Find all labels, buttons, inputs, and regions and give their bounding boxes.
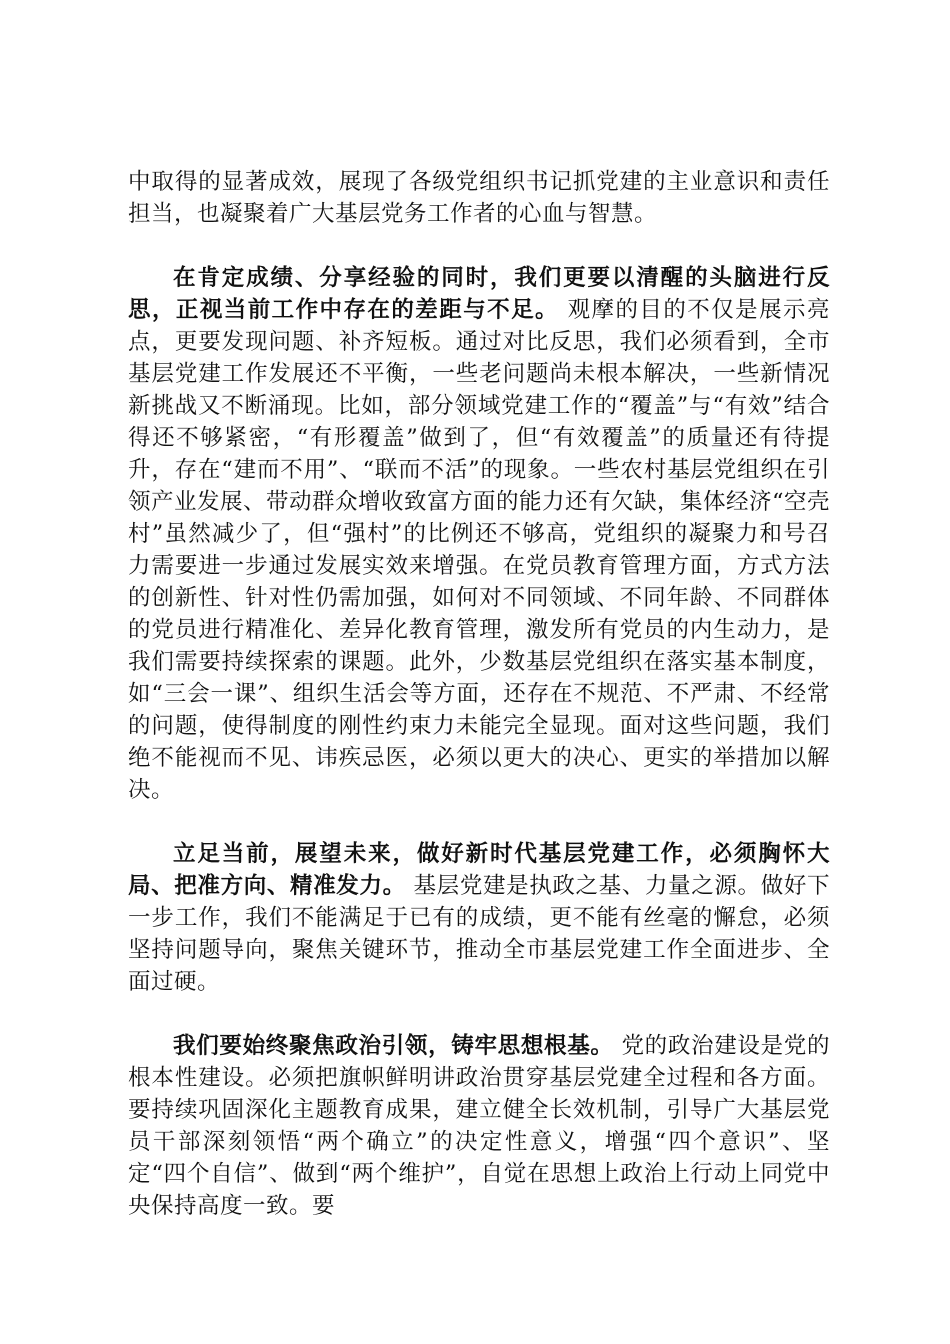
paragraph-3-text: 基层党建是执政之基、力量之源。做好下一步工作，我们不能满足于已有的成绩，更不能有丝毫的懈怠，必须坚持问题导向，聚焦关键环节，推动全市基层党建工作全面进步、全面过硬。: [128, 873, 830, 995]
paragraph-4: [128, 1030, 830, 1222]
paragraph-2-lead: 在肯定成绩、分享经验的同时，我们更要以清醒的头脑进行反思，正视当前工作中存在的差距与不足。: [128, 265, 830, 323]
paragraph-2: [128, 262, 830, 806]
paragraph-4-text: 党的政治建设是党的根本性建设。必须把旗帜鲜明讲政治贯穿基层党建全过程和各方面。要持续巩固深化主题教育成果，建立健全长效机制，引导广大基层党员干部深刻领悟“两个确立”的决定性意义，增强“四个意识”、坚定“四个自信”、做到“两个维护”，自觉在思想上政治上行动上同党中央保持高度一致。要: [128, 1033, 830, 1219]
paragraph-3: [128, 838, 830, 998]
paragraph-1: [128, 166, 830, 230]
document-body: [128, 166, 830, 1254]
paragraph-1-text: 中取得的显著成效，展现了各级党组织书记抓党建的主业意识和责任担当，也凝聚着广大基层党务工作者的心血与智慧。: [128, 169, 830, 227]
paragraph-2-text: 观摩的目的不仅是展示亮点，更要发现问题、补齐短板。通过对比反思，我们必须看到，全市基层党建工作发展还不平衡，一些老问题尚未根本解决，一些新情况新挑战又不断涌现。比如，部分领域党建工作的“覆盖”与“有效”结合得还不够紧密，“有形覆盖”做到了，但“有效覆盖”的质量还有待提升，存在“建而不用”、“联而不活”的现象。一些农村基层党组织在引领产业发展、带动群众增收致富方面的能力还有欠缺，集体经济“空壳村”虽然减少了，但“强村”的比例还不够高，党组织的凝聚力和号召力需要进一步通过发展实效来增强。在党员教育管理方面，方式方法的创新性、针对性仍需加强，如何对不同领域、不同年龄、不同群体的党员进行精准化、差异化教育管理，激发所有党员的内生动力，是我们需要持续探索的课题。此外，少数基层党组织在落实基本制度，如“三会一课”、组织生活会等方面，还存在不规范、不严肃、不经常的问题，使得制度的刚性约束力未能完全显现。面对这些问题，我们绝不能视而不见、讳疾忌医，必须以更大的决心、更实的举措加以解决。: [128, 297, 831, 803]
paragraph-4-lead: 我们要始终聚焦政治引领，铸牢思想根基。: [173, 1033, 614, 1059]
paragraph-3-lead: 立足当前，展望未来，做好新时代基层党建工作，必须胸怀大局、把准方向、精准发力。: [128, 841, 830, 899]
